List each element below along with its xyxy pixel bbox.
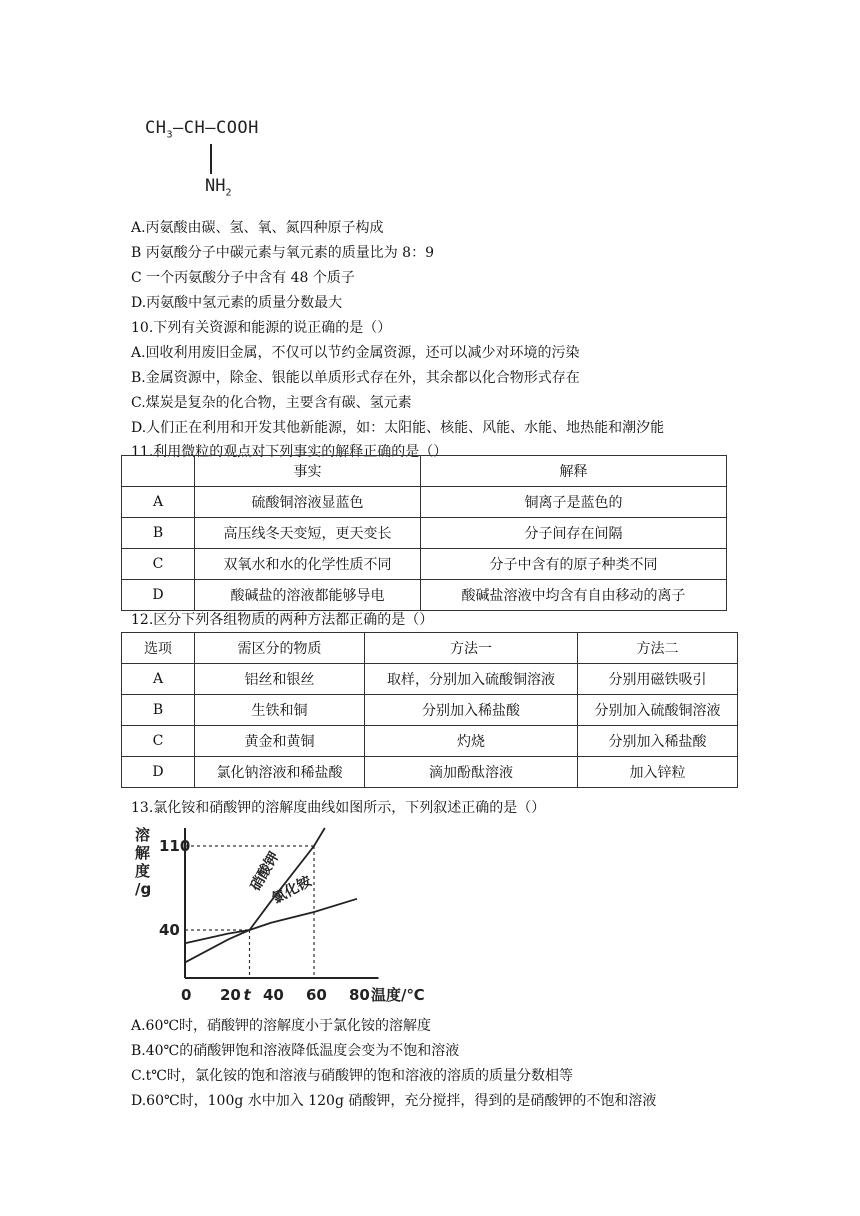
table-cell: 酸碱盐的溶液都能够导电 (195, 580, 421, 611)
table-cell: 铜离子是蓝色的 (421, 487, 727, 518)
table-row (122, 580, 727, 611)
formula-main-chain: $CH_3—CH—COOH$ (145, 118, 259, 141)
x-tick-label-1: 20 (220, 986, 241, 1004)
q11-table (121, 455, 727, 611)
alanine-structural-formula (131, 112, 321, 204)
y-tick-label-1: 110 (159, 837, 191, 855)
table-cell: B (122, 695, 195, 726)
q9-option-c: C 一个丙氨酸分子中含有 48 个质子 (131, 270, 355, 286)
q9-option-a: A.丙氨酸由碳、氢、氧、氮四种原子构成 (131, 220, 384, 236)
series-label-0: 硝酸钾 (247, 849, 283, 894)
q12-stem: 12.区分下列各组物质的两种方法都正确的是（） (131, 612, 434, 628)
q10-option-c: C.煤炭是复杂的化合物，主要含有碳、氢元素 (131, 395, 412, 411)
x-tick-label-2: t (243, 986, 251, 1004)
table-row (122, 695, 738, 726)
table-cell: C (122, 549, 195, 580)
table-cell: D (122, 580, 195, 611)
table-cell: 分子间存在间隔 (421, 518, 727, 549)
table-header-row (122, 633, 738, 664)
x-tick-label-4: 60 (306, 986, 327, 1004)
q13-option-b: B.40℃的硝酸钾饱和溶液降低温度会变为不饱和溶液 (131, 1043, 460, 1059)
table-cell: 酸碱盐溶液中均含有自由移动的离子 (421, 580, 727, 611)
q13-option-c: C.t℃时，氯化铵的饱和溶液与硝酸钾的饱和溶液的溶质的质量分数相等 (131, 1068, 573, 1084)
table-header-cell: 方法一 (365, 633, 578, 664)
table-cell: 铝丝和银丝 (195, 664, 365, 695)
series-line-1 (185, 899, 357, 943)
x-tick-label-0: 0 (181, 986, 192, 1004)
table-header-cell: 方法二 (578, 633, 738, 664)
table-header-cell: 选项 (122, 633, 195, 664)
table-cell: 氯化钠溶液和稀盐酸 (195, 757, 365, 788)
x-axis-label: 温度/℃ (371, 986, 425, 1004)
table-row (122, 549, 727, 580)
table-header-cell: 解释 (421, 456, 727, 487)
y-axis-label-3: /g (135, 880, 152, 898)
q9-option-b: B 丙氨酸分子中碳元素与氧元素的质量比为 8：9 (131, 245, 435, 261)
table-row (122, 664, 738, 695)
table-cell: 灼烧 (365, 726, 578, 757)
q10-option-a: A.回收利用废旧金属，不仅可以节约金属资源，还可以减少对环境的污染 (131, 345, 580, 361)
series-line-0 (185, 828, 325, 962)
q11-stem: 11.利用微粒的观点对下列事实的解释正确的是（） (131, 444, 448, 460)
table-cell: 滴加酚酞溶液 (365, 757, 578, 788)
y-axis-label-2: 度 (135, 862, 151, 880)
formula-amino-group: $NH_2$ (205, 176, 232, 199)
y-axis-label-0: 溶 (135, 826, 151, 844)
table-row (122, 487, 727, 518)
q9-option-d: D.丙氨酸中氢元素的质量分数最大 (131, 295, 343, 311)
q10-stem: 10.下列有关资源和能源的说正确的是（） (131, 320, 392, 336)
table-cell: 分别用磁铁吸引 (578, 664, 738, 695)
table-cell: 分别加入稀盐酸 (578, 726, 738, 757)
table-cell: 高压线冬天变短，更天变长 (195, 518, 421, 549)
table-cell: D (122, 757, 195, 788)
table-row (122, 518, 727, 549)
table-cell: 分子中含有的原子种类不同 (421, 549, 727, 580)
table-cell: 分别加入稀盐酸 (365, 695, 578, 726)
table-cell: 硫酸铜溶液显蓝色 (195, 487, 421, 518)
q10-option-d: D.人们正在利用和开发其他新能源，如：太阳能、核能、风能、水能、地热能和潮汐能 (131, 420, 665, 436)
table-cell: 取样，分别加入硫酸铜溶液 (365, 664, 578, 695)
solubility-chart (131, 820, 425, 1010)
q13-option-a: A.60℃时，硝酸钾的溶解度小于氯化铵的溶解度 (131, 1018, 432, 1034)
table-row (122, 726, 738, 757)
formula-bond-line (210, 144, 212, 174)
series-label-1: 氯化铵 (269, 873, 315, 908)
q10-option-b: B.金属资源中，除金、银能以单质形式存在外，其余都以化合物形式存在 (131, 370, 580, 386)
table-cell: B (122, 518, 195, 549)
q13-option-d: D.60℃时，100g 水中加入 120g 硝酸钾，充分搅拌，得到的是硝酸钾的不饱和溶液 (131, 1093, 657, 1109)
table-header-cell: 需区分的物质 (195, 633, 365, 664)
x-tick-label-3: 40 (263, 986, 284, 1004)
table-cell: C (122, 726, 195, 757)
y-axis-label-1: 解 (135, 844, 151, 862)
table-row (122, 757, 738, 788)
table-cell: 双氧水和水的化学性质不同 (195, 549, 421, 580)
table-cell: 生铁和铜 (195, 695, 365, 726)
table-cell: 黄金和黄铜 (195, 726, 365, 757)
x-tick-label-5: 80 (349, 986, 370, 1004)
table-header-cell (122, 456, 195, 487)
table-cell: 分别加入硫酸铜溶液 (578, 695, 738, 726)
table-header-row (122, 456, 727, 487)
table-cell: A (122, 664, 195, 695)
q12-table (121, 632, 738, 788)
table-cell: A (122, 487, 195, 518)
y-tick-label-0: 40 (159, 921, 180, 939)
table-header-cell: 事实 (195, 456, 421, 487)
table-cell: 加入锌粒 (578, 757, 738, 788)
q13-stem: 13.氯化铵和硝酸钾的溶解度曲线如图所示，下列叙述正确的是（） (131, 800, 546, 816)
